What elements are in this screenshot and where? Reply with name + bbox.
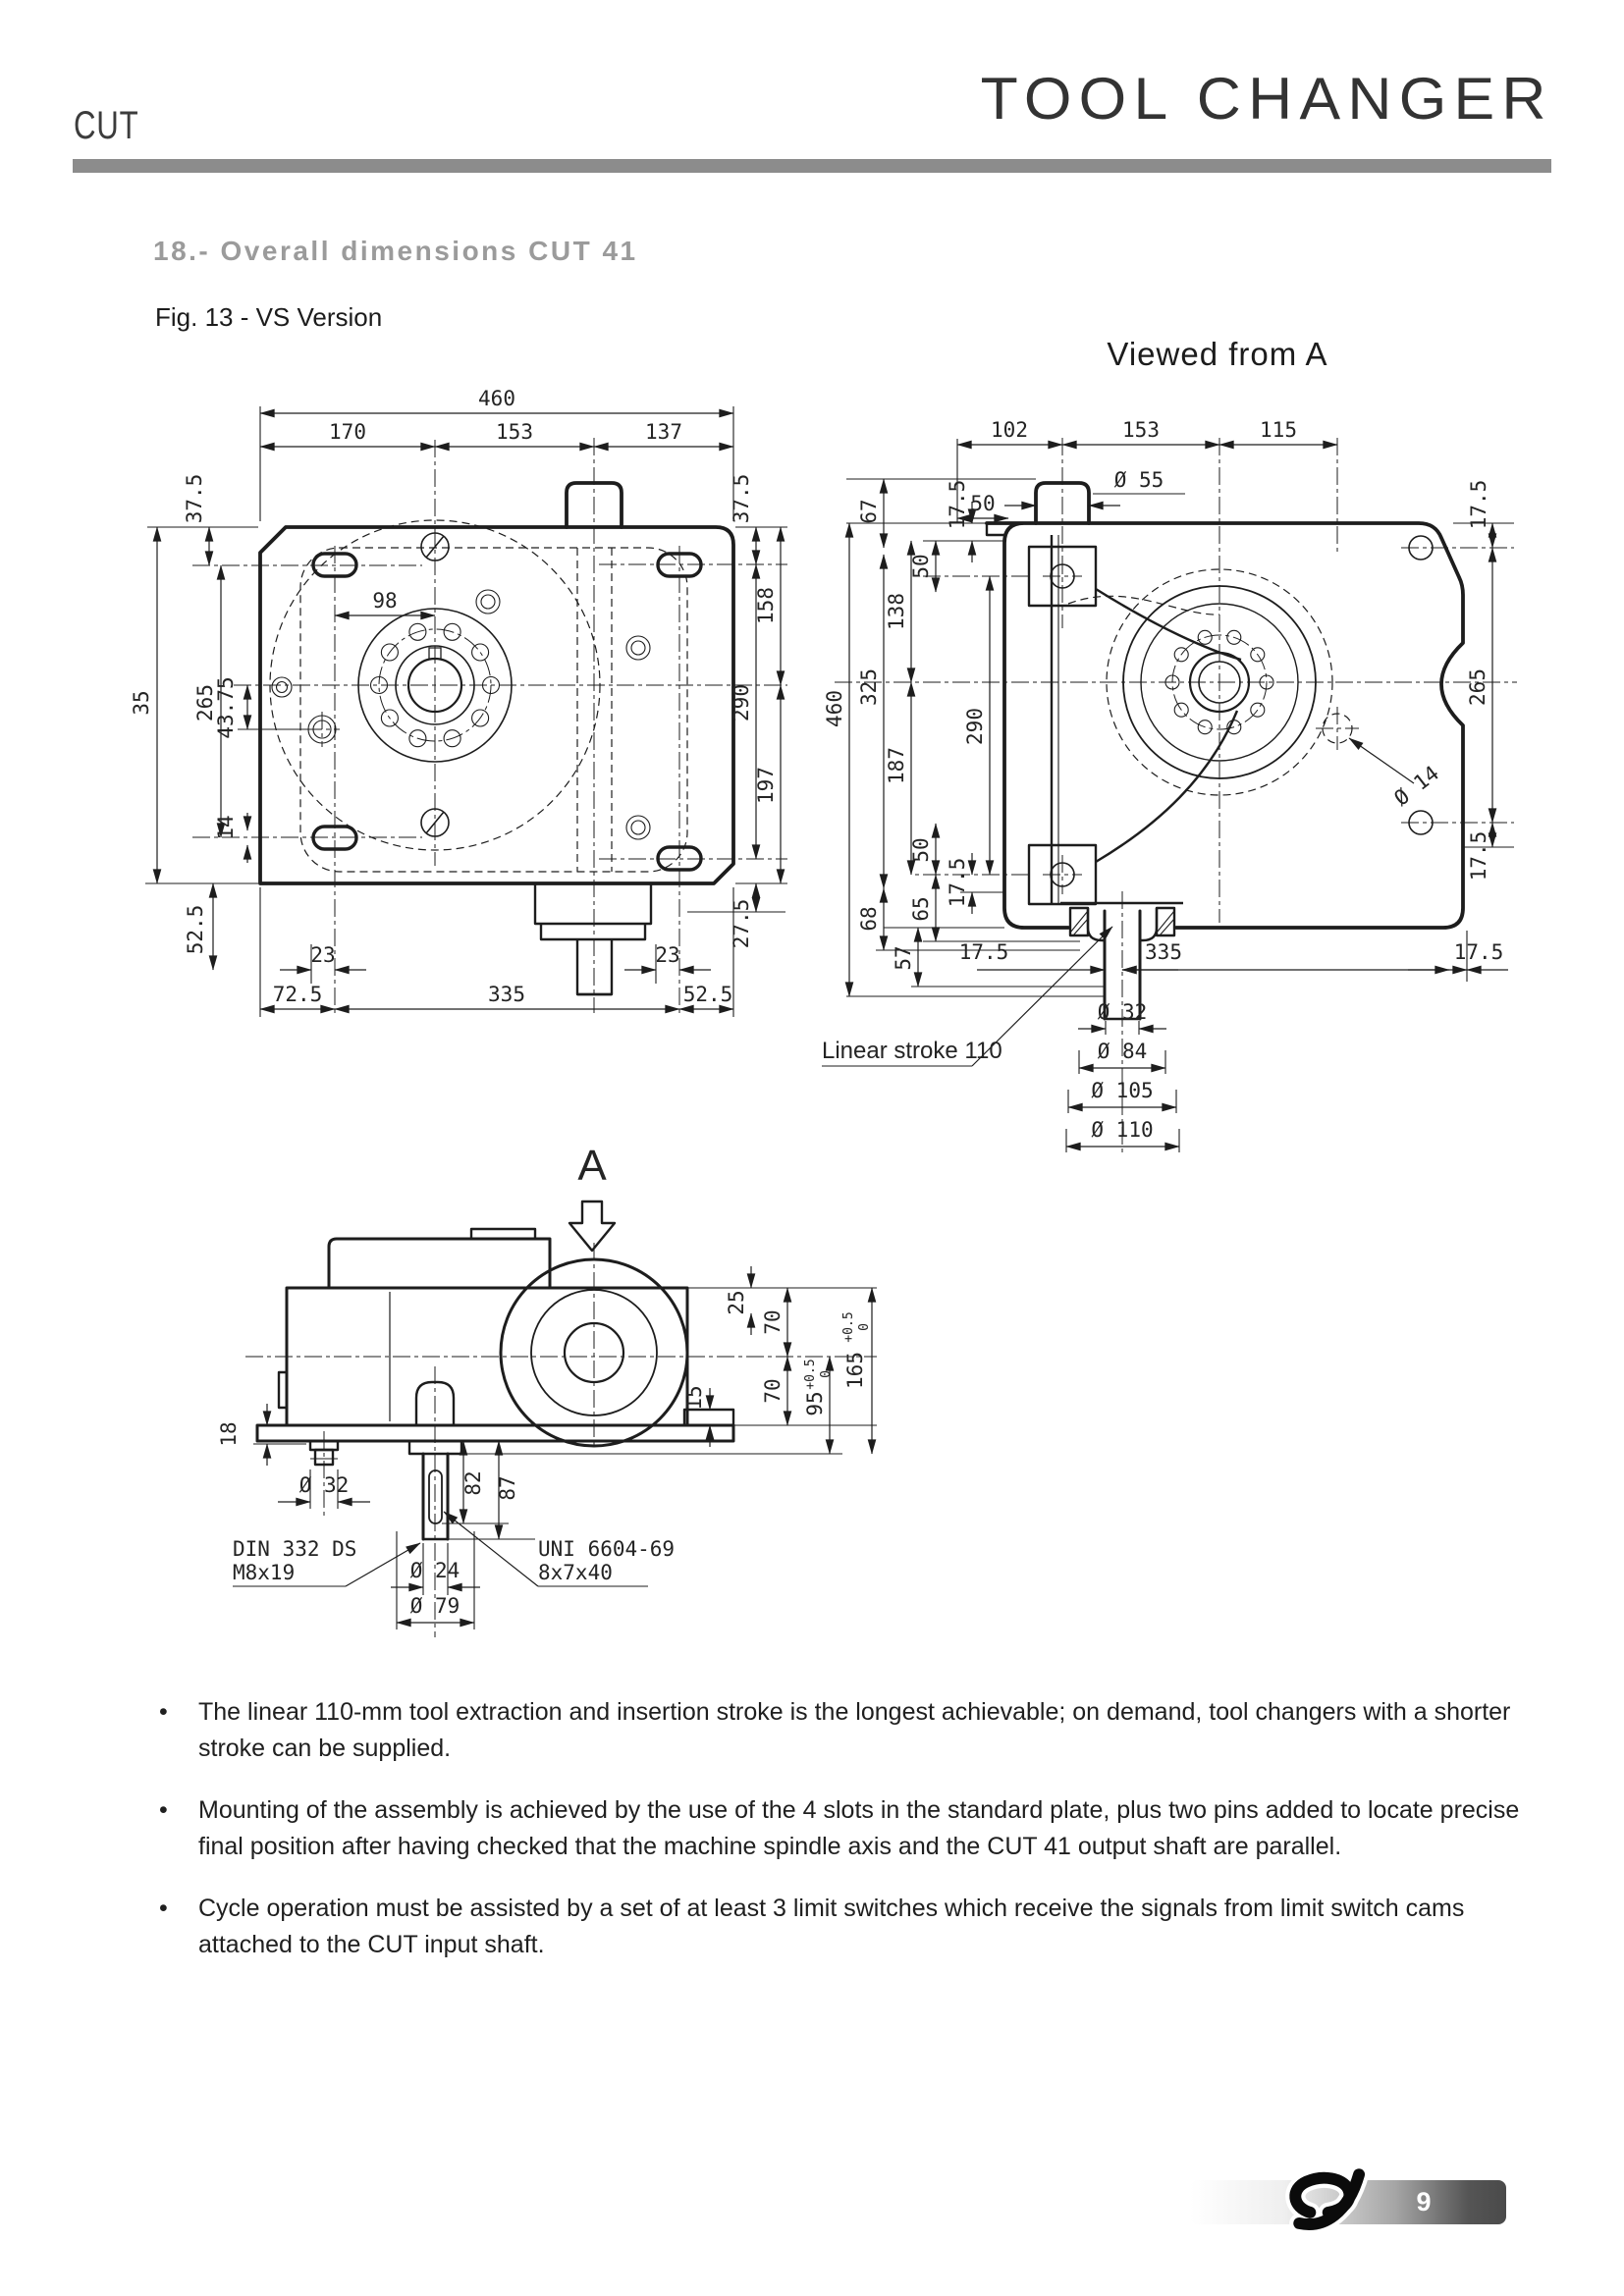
dim-label: 50 [909,554,933,579]
dim-label: 115 [1260,418,1297,442]
dim-label: 27.5 [730,898,753,949]
dim-label: Ø 110 [1091,1118,1154,1142]
bearing-circles [1051,536,1433,886]
output-flange [535,883,651,994]
dim-label: Ø 24 [409,1559,460,1582]
key-note: 8x7x40 [538,1561,613,1584]
dimension-labels [130,387,778,1006]
dim-label: Ø 32 [1097,1000,1148,1024]
inner-structure [987,523,1241,1019]
tolerance-label: 0 [857,1323,872,1331]
dim-label: Ø 32 [298,1473,350,1497]
header-rule [73,159,1551,173]
dim-label: 35 [130,690,153,716]
dim-label: 17.5 [946,857,969,908]
section-arrow-icon [569,1201,615,1251]
body-outline [260,483,733,883]
dim-label: 158 [754,587,778,624]
extension-lines [145,406,787,1017]
brand-text: CUT [74,104,139,147]
note-item [147,1694,1522,1766]
section-title: 18.- Overall dimensions CUT 41 [153,236,638,266]
tolerance-label: 0 [819,1370,834,1378]
bolt-holes [1058,535,1273,935]
figure-caption: Fig. 13 - VS Version [155,302,383,332]
dim-label: 43.75 [214,676,238,739]
thread-note: DIN 332 DS [233,1537,357,1561]
dim-label: Ø 55 [1113,468,1164,492]
document-title: TOOL CHANGER [980,66,1553,132]
dim-label: 17.5 [958,940,1009,964]
section-arrow-label: A [577,1142,607,1190]
dim-label: 50 [970,492,996,515]
dim-label: Ø 105 [1091,1079,1154,1102]
tolerance-label: +0.5 [803,1359,818,1390]
dim-label: 153 [496,420,533,444]
dim-label: 265 [193,684,217,721]
dim-label: 197 [754,767,778,804]
note-item [147,1792,1522,1864]
dim-label: 14 [214,815,238,840]
page-number: 9 [1416,2187,1432,2216]
note-item [147,1891,1522,1962]
side-view-drawing [815,383,1532,1168]
dim-label: 70 [761,1309,785,1335]
dim-label: 70 [761,1378,785,1404]
dimension-lines [157,413,781,1009]
dim-label: 65 [909,896,933,922]
dim-label: 265 [1466,668,1489,706]
thread-note: M8x19 [233,1561,296,1584]
dim-label: 23 [655,943,680,967]
dim-label: 335 [488,983,525,1006]
dim-label: 95 [803,1391,827,1416]
dim-label: 170 [329,420,366,444]
dim-label: 290 [730,684,753,721]
notes-list [147,1694,1522,1989]
centerlines [192,438,787,1017]
hidden-lines [270,520,687,872]
front-view-drawing [108,373,795,1021]
dim-label: 460 [823,690,846,727]
dim-label: 52.5 [682,983,733,1006]
dim-label: 18 [217,1421,241,1447]
dim-label: Ø 14 [1389,761,1444,811]
dim-label: 98 [372,589,398,613]
dim-label: 82 [461,1470,485,1496]
dim-label: 72.5 [272,983,323,1006]
dim-label: 50 [909,837,933,863]
note-text: Cycle operation must be assisted by a set of at least 3 limit switches which receive the signals from limit switch cams attached to the CUT input shaft. [198,1895,1465,1958]
dimension-labels [217,1142,872,1618]
note-text: Mounting of the assembly is achieved by the use of the 4 slots in the standard plate, plus two pins added to locate precise final position after having checked that the machine spindle axis and the CUT 41 output shaft are parallel. [198,1796,1520,1860]
dim-label: 17.5 [1467,479,1490,530]
linear-stroke-note: Linear stroke 110 [822,1038,1002,1064]
dim-label: 25 [725,1290,748,1315]
dim-label: 335 [1145,940,1182,964]
key-note: UNI 6604-69 [538,1537,676,1561]
dim-label: 153 [1122,418,1160,442]
dim-label: 102 [991,418,1028,442]
dim-label: 187 [885,747,908,784]
dim-label: 15 [682,1385,706,1411]
dim-label: 87 [496,1475,519,1501]
dim-label: 37.5 [730,473,753,524]
dim-label: 52.5 [184,904,207,955]
dim-label: 17.5 [1453,940,1504,964]
dim-label: 68 [857,906,881,932]
note-text: The linear 110-mm tool extraction and insertion stroke is the longest achievable; on demand, tool changers with a shorter stroke can be supplied. [198,1698,1511,1762]
dim-label: 67 [857,499,881,524]
dim-label: 290 [963,708,987,745]
dim-label: 37.5 [183,473,206,524]
dim-label: 325 [857,668,881,706]
dim-label: 17.5 [946,479,969,530]
dim-label: 57 [892,945,915,971]
dim-label: Ø 84 [1097,1040,1148,1063]
dim-label: 23 [310,943,336,967]
dim-label: Ø 79 [409,1594,460,1618]
dim-label: 138 [885,593,908,630]
company-logo-icon [1284,2165,1412,2234]
viewed-from-label: Viewed from A [1107,336,1328,372]
dim-label: 17.5 [1467,830,1490,881]
tolerance-label: +0.5 [841,1311,856,1343]
dim-label: 460 [478,387,515,410]
dim-label: 137 [645,420,682,444]
dim-label: 165 [843,1352,867,1389]
bottom-view-drawing [137,1119,884,1649]
